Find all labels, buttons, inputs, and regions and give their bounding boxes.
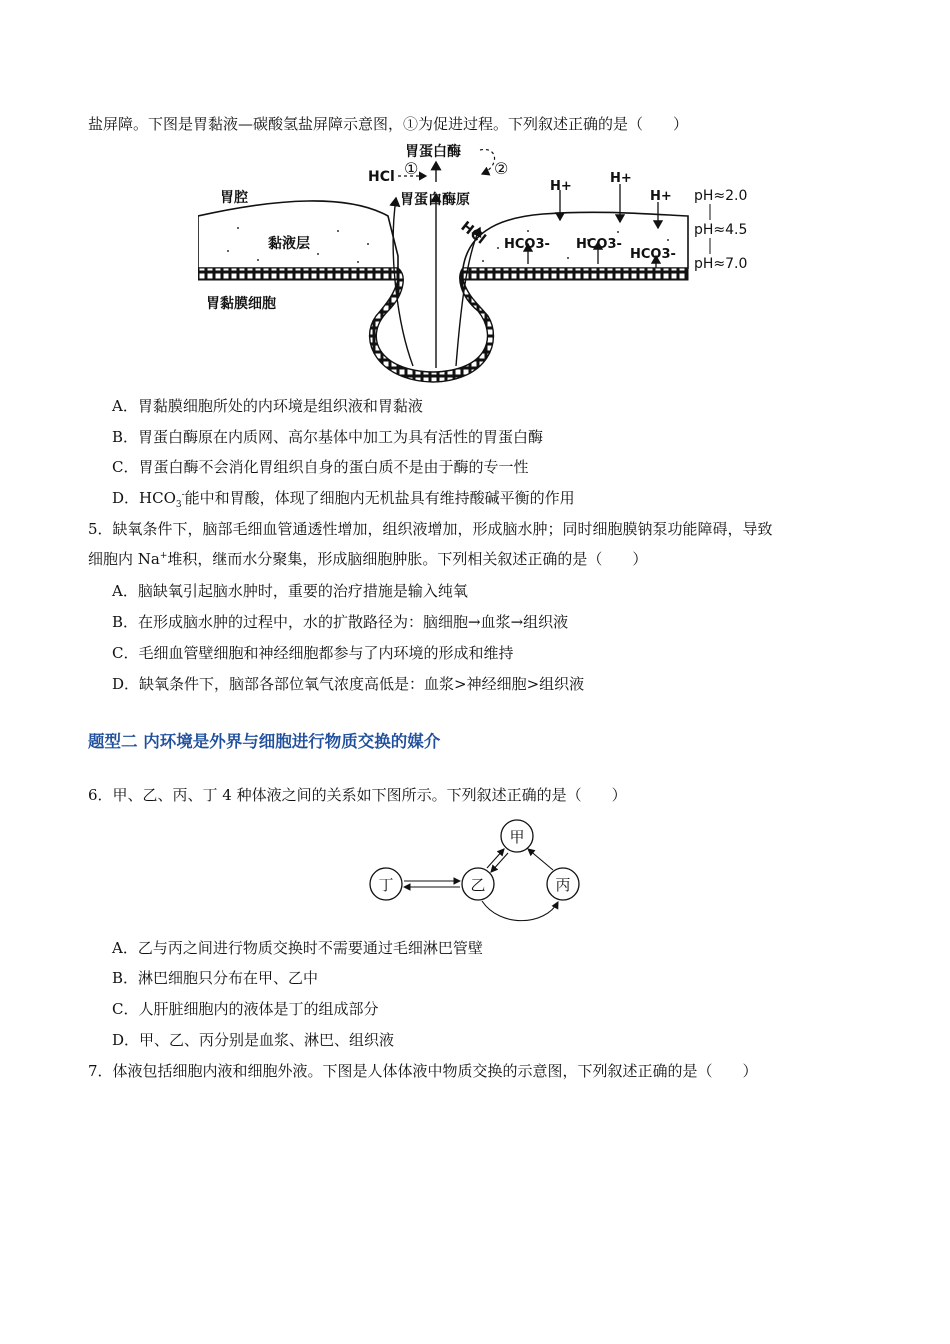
q5-stem-line1: 5．缺氧条件下，脑部毛细血管通透性增加，组织液增加，形成脑水肿；同时细胞膜钠泵功能障碍，导致 xyxy=(88,520,773,538)
label-mucosal-cells: 胃黏膜细胞 xyxy=(206,296,276,312)
q5-option-a: A．脑缺氧引起脑水肿时，重要的治疗措施是输入纯氧 xyxy=(112,582,468,600)
label-h-2: H+ xyxy=(610,171,632,186)
label-hco3-3: HCO3- xyxy=(630,247,676,262)
label-ph-1: pH≈2.0 xyxy=(694,188,748,204)
node-bing: 丙 xyxy=(555,876,571,894)
label-hco3-2: HCO3- xyxy=(576,237,622,252)
q6-stem: 6．甲、乙、丙、丁 4 种体液之间的关系如下图所示。下列叙述正确的是（ ） xyxy=(88,786,627,804)
gastric-barrier-diagram xyxy=(198,136,778,384)
label-circle-1: ① xyxy=(404,159,419,178)
section-heading: 题型二 内环境是外界与细胞进行物质交换的媒介 xyxy=(88,732,441,751)
node-ding: 丁 xyxy=(378,876,394,894)
label-hco3-1: HCO3- xyxy=(504,237,550,252)
label-hcl-slant: HCl xyxy=(457,218,489,248)
q5-option-d: D．缺氧条件下，脑部各部位氧气浓度高低是：血浆>神经细胞>组织液 xyxy=(112,675,585,693)
q4-option-a: A．胃黏膜细胞所处的内环境是组织液和胃黏液 xyxy=(112,397,423,415)
body-fluid-relationship-diagram xyxy=(360,818,600,928)
q6-option-c: C．人肝脏细胞内的液体是丁的组成部分 xyxy=(112,1000,379,1018)
q5-option-b: B．在形成脑水肿的过程中，水的扩散路径为：脑细胞→血浆→组织液 xyxy=(112,613,569,631)
q6-option-a: A．乙与丙之间进行物质交换时不需要通过毛细淋巴管壁 xyxy=(112,939,483,957)
label-stomach-cavity: 胃腔 xyxy=(220,190,248,206)
label-hcl-top: HCl xyxy=(368,169,395,185)
label-mucus-layer: 黏液层 xyxy=(268,236,310,252)
label-h-1: H+ xyxy=(550,179,572,194)
node-jia: 甲 xyxy=(509,828,525,846)
q6-option-b: B．淋巴细胞只分布在甲、乙中 xyxy=(112,969,319,987)
label-ph-2: pH≈4.5 xyxy=(694,222,748,238)
label-pepsinogen: 胃蛋白酶原 xyxy=(400,192,470,208)
label-h-3: H+ xyxy=(650,189,672,204)
intro-text: 盐屏障。下图是胃黏液—碳酸氢盐屏障示意图，①为促进过程。下列叙述正确的是（ ） xyxy=(88,115,689,133)
q4-option-d: D．$HCO_3^-$能中和胃酸，体现了细胞内无机盐具有维持酸碱平衡的作用 xyxy=(112,489,575,510)
q7-stem: 7．体液包括细胞内液和细胞外液。下图是人体体液中物质交换的示意图，下列叙述正确的是（ ） xyxy=(88,1062,758,1080)
label-pepsin: 胃蛋白酶 xyxy=(405,144,461,160)
label-ph-3: pH≈7.0 xyxy=(694,256,748,272)
q5-option-c: C．毛细血管壁细胞和神经细胞都参与了内环境的形成和维持 xyxy=(112,644,514,662)
label-circle-2: ② xyxy=(494,159,509,178)
q4-option-c: C．胃蛋白酶不会消化胃组织自身的蛋白质不是由于酶的专一性 xyxy=(112,458,529,476)
q6-option-d: D．甲、乙、丙分别是血浆、淋巴、组织液 xyxy=(112,1031,395,1049)
node-yi: 乙 xyxy=(470,876,486,894)
q4-option-b: B．胃蛋白酶原在内质网、高尔基体中加工为具有活性的胃蛋白酶 xyxy=(112,428,544,446)
q5-stem-line2: 细胞内 Na+堆积，继而水分聚集，形成脑细胞肿胀。下列相关叙述正确的是（ ） xyxy=(88,550,648,568)
